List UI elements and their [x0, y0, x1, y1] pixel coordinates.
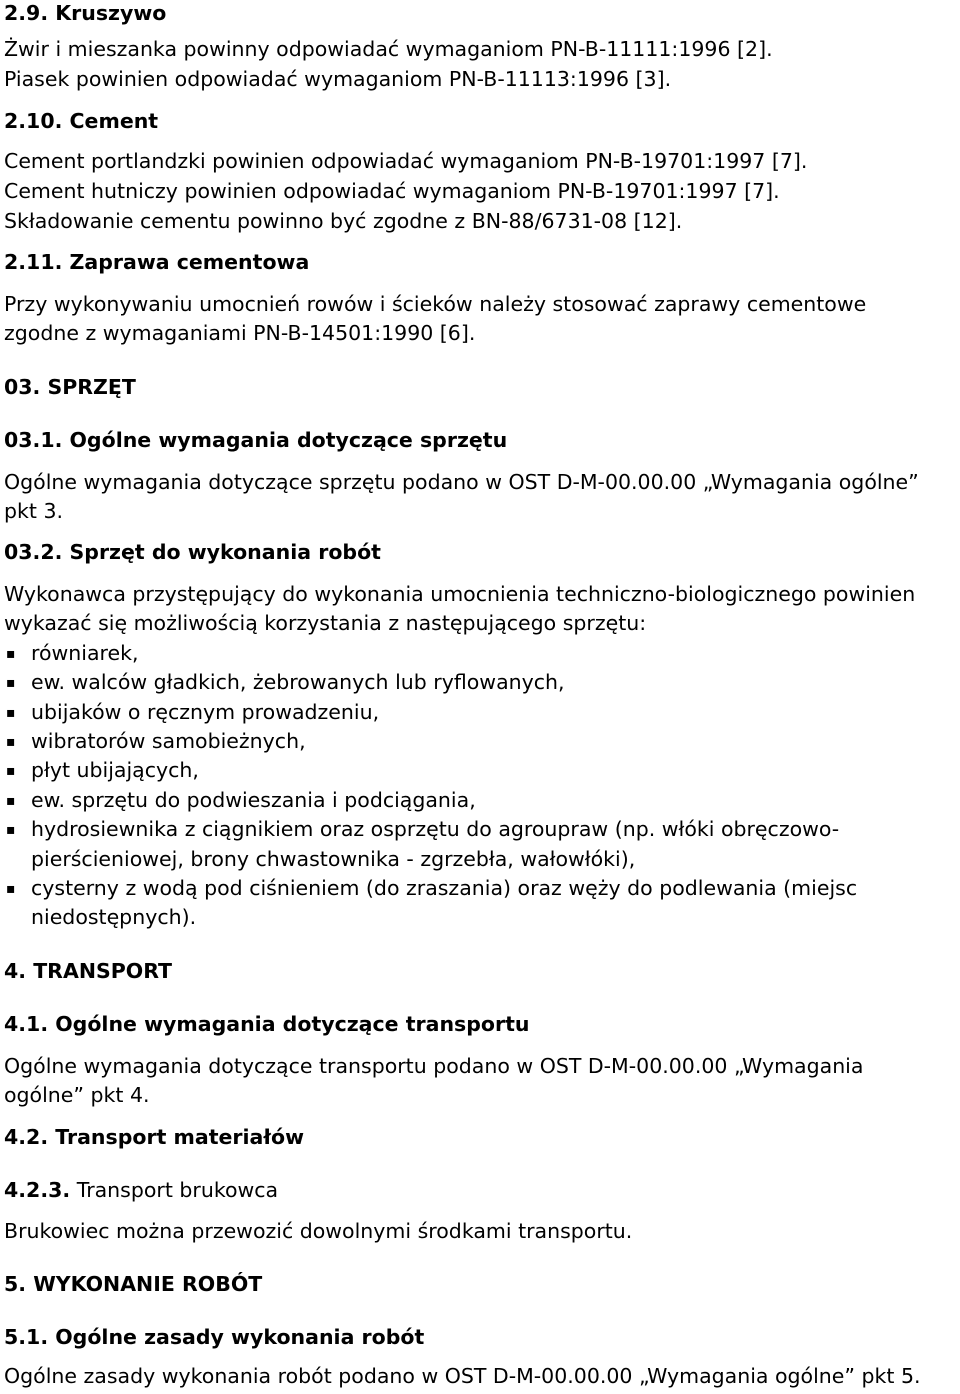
paragraph-line: Składowanie cementu powinno być zgodne z BN-88/6731-08 [12]. [4, 209, 683, 233]
bullet-icon: ▪ [6, 881, 16, 897]
paragraph-line: Ogólne wymagania dotyczące sprzętu podano w OST D-M-00.00.00 „Wymagania ogólne” [4, 470, 919, 494]
paragraph-line: Żwir i mieszanka powinny odpowiadać wymaganiom PN-B-11111:1996 [2]. [4, 37, 773, 61]
list-item: cysterny z wodą pod ciśnieniem (do zraszania) oraz węży do podlewania (miejsc [31, 876, 858, 900]
paragraph-line: Wykonawca przystępujący do wykonania umocnienia techniczno-biologicznego powinien [4, 582, 916, 606]
section-heading-2-10: 2.10. Cement [4, 109, 159, 133]
paragraph-line: wykazać się możliwością korzystania z następującego sprzętu: [4, 611, 647, 635]
section-heading-5-1: 5.1. Ogólne zasady wykonania robót [4, 1325, 425, 1349]
list-item: równiarek, [31, 641, 139, 665]
section-heading-3-1: 03.1. Ogólne wymagania dotyczące sprzętu [4, 428, 508, 452]
section-heading-5: 5. WYKONANIE ROBÓT [4, 1272, 263, 1296]
list-item: ubijaków o ręcznym prowadzeniu, [31, 700, 380, 724]
section-heading-3: 03. SPRZĘT [4, 375, 136, 399]
section-heading-4-1: 4.1. Ogólne wymagania dotyczące transportu [4, 1012, 530, 1036]
paragraph-line: Ogólne wymagania dotyczące transportu podano w OST D-M-00.00.00 „Wymagania [4, 1054, 864, 1078]
paragraph-line: Ogólne zasady wykonania robót podano w OST D-M-00.00.00 „Wymagania ogólne” pkt 5. [4, 1364, 921, 1388]
section-heading-2-11: 2.11. Zaprawa cementowa [4, 250, 310, 274]
paragraph-line: Cement portlandzki powinien odpowiadać wymaganiom PN-B-19701:1997 [7]. [4, 149, 808, 173]
list-item: płyt ubijających, [31, 758, 199, 782]
bullet-icon: ▪ [6, 675, 16, 691]
bullet-icon: ▪ [6, 646, 16, 662]
paragraph-line: Cement hutniczy powinien odpowiadać wymaganiom PN-B-19701:1997 [7]. [4, 179, 780, 203]
subsection-number: 4.2.3. [4, 1178, 71, 1202]
list-item-continuation: niedostępnych). [31, 905, 197, 929]
list-item: ew. sprzętu do podwieszania i podciągania, [31, 788, 476, 812]
paragraph-line: Brukowiec można przewozić dowolnymi środkami transportu. [4, 1219, 633, 1243]
section-heading-4: 4. TRANSPORT [4, 959, 173, 983]
bullet-icon: ▪ [6, 734, 16, 750]
list-item: ew. walców gładkich, żebrowanych lub ryflowanych, [31, 670, 565, 694]
list-item: wibratorów samobieżnych, [31, 729, 306, 753]
paragraph-line: Piasek powinien odpowiadać wymaganiom PN-B-11113:1996 [3]. [4, 67, 672, 91]
subsection-title: Transport brukowca [76, 1178, 279, 1202]
section-heading-4-2: 4.2. Transport materiałów [4, 1125, 305, 1149]
section-heading-2-9: 2.9. Kruszywo [4, 1, 167, 25]
subsection-heading-4-2-3 [4, 1177, 278, 1203]
list-item: hydrosiewnika z ciągnikiem oraz osprzętu do agroupraw (np. włóki obręczowo- [31, 817, 840, 841]
bullet-icon: ▪ [6, 822, 16, 838]
bullet-icon: ▪ [6, 763, 16, 779]
paragraph-line: ogólne” pkt 4. [4, 1083, 150, 1107]
list-item-continuation: pierścieniowej, brony chwastownika - zgrzebła, wałowłóki), [31, 847, 636, 871]
section-heading-3-2: 03.2. Sprzęt do wykonania robót [4, 540, 381, 564]
bullet-icon: ▪ [6, 705, 16, 721]
paragraph-line: zgodne z wymaganiami PN-B-14501:1990 [6]. [4, 321, 476, 345]
paragraph-line: pkt 3. [4, 499, 63, 523]
paragraph-line: Przy wykonywaniu umocnień rowów i ścieków należy stosować zaprawy cementowe [4, 292, 867, 316]
bullet-icon: ▪ [6, 793, 16, 809]
